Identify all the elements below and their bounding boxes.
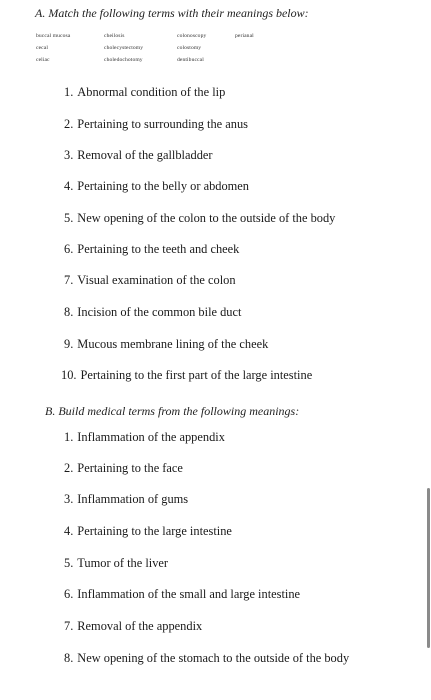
section-a-item: 8. Incision of the common bile duct [64, 305, 242, 319]
section-a-item: 5. New opening of the colon to the outside of the body [64, 211, 336, 225]
section-b-item: 7. Removal of the appendix [64, 619, 203, 633]
section-a-item: 1. Abnormal condition of the lip [64, 85, 226, 99]
word-bank-term: colostomy [177, 45, 202, 51]
section-a-heading: A. Match the following terms with their meanings below: [35, 6, 309, 20]
section-a-item: 7. Visual examination of the colon [64, 273, 236, 287]
section-a-item: 10. Pertaining to the first part of the large intestine [61, 368, 313, 382]
vertical-scrollbar[interactable] [427, 488, 430, 648]
section-a-item: 3. Removal of the gallbladder [64, 148, 213, 162]
word-bank-term: choledochotomy [104, 57, 143, 63]
section-b-item: 2. Pertaining to the face [64, 461, 183, 475]
word-bank-term: dentibuccal [177, 57, 204, 63]
section-b-item: 1. Inflammation of the appendix [64, 430, 225, 444]
section-b-heading: B. Build medical terms from the following meanings: [45, 404, 300, 418]
word-bank-term: cecal [36, 45, 48, 51]
word-bank-term: cheilosis [104, 33, 125, 39]
word-bank-term: buccal mucosa [36, 33, 71, 39]
section-a-item: 9. Mucous membrane lining of the cheek [64, 337, 269, 351]
word-bank [36, 33, 296, 73]
word-bank-term: colonoscopy [177, 33, 207, 39]
section-a-item: 4. Pertaining to the belly or abdomen [64, 179, 250, 193]
section-b-item: 4. Pertaining to the large intestine [64, 524, 232, 538]
section-b-item: 3. Inflammation of gums [64, 492, 189, 506]
section-a-item: 2. Pertaining to surrounding the anus [64, 117, 248, 131]
word-bank-term: cholecystectomy [104, 45, 144, 51]
word-bank-term: perianal [235, 33, 254, 39]
section-b-item: 6. Inflammation of the small and large intestine [64, 587, 301, 601]
section-a-item: 6. Pertaining to the teeth and cheek [64, 242, 240, 256]
section-b-item: 8. New opening of the stomach to the outside of the body [64, 651, 350, 665]
word-bank-term: celiac [36, 57, 50, 63]
section-b-item: 5. Tumor of the liver [64, 556, 169, 570]
